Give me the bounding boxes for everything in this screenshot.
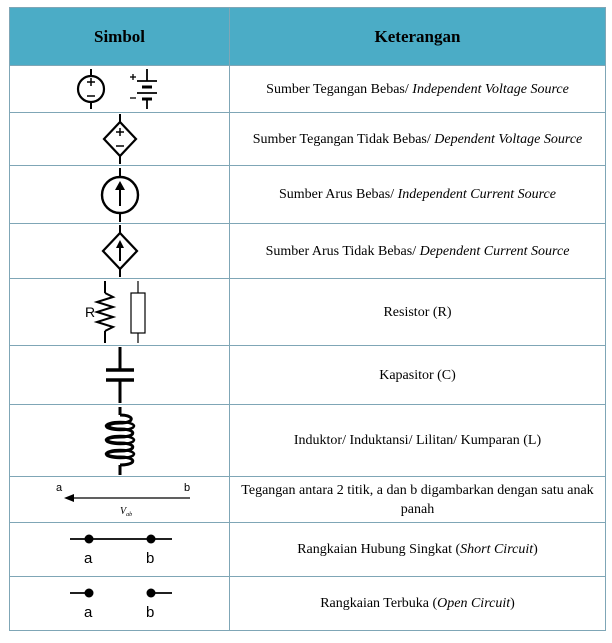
table-row <box>10 113 606 166</box>
voltage-label: V <box>119 505 126 517</box>
description-cell <box>230 405 606 477</box>
point-b-label: b <box>145 603 154 621</box>
open-circuit-icon <box>60 581 180 627</box>
table-row <box>10 577 606 631</box>
symbol-cell <box>10 477 230 523</box>
dependent-voltage-source-icon <box>100 114 140 164</box>
description-cell <box>230 577 606 631</box>
desc-end: ) <box>510 596 515 611</box>
desc-text: Tegangan antara 2 titik, a dan b digambarkan dengan satu anak panah <box>241 482 594 517</box>
desc-text: Sumber Tegangan Bebas/ <box>266 81 413 97</box>
svg-text:Vab <box>120 506 132 518</box>
resistor-icon <box>75 281 165 343</box>
voltage-arrow-icon <box>20 479 220 521</box>
desc-text: Induktor/ Induktansi/ Lilitan/ Kumparan (L) <box>293 433 542 448</box>
symbol-table <box>9 7 606 631</box>
symbol-cell <box>10 224 230 279</box>
description-cell <box>230 523 606 577</box>
independent-voltage-source-icon <box>65 67 175 111</box>
desc-english: Dependent Voltage Source <box>434 131 583 147</box>
resistor-label: R <box>84 304 95 320</box>
table-header-row <box>10 8 606 66</box>
symbol-cell <box>10 523 230 577</box>
description-cell <box>230 477 606 523</box>
table-row <box>10 523 606 577</box>
symbol-cell <box>10 66 230 113</box>
header-keterangan: Keterangan <box>230 8 606 66</box>
table-row <box>10 166 606 224</box>
voltage-subscript: ab <box>125 511 132 518</box>
desc-english: Independent Current Source <box>397 187 556 202</box>
capacitor-icon <box>100 347 140 403</box>
point-a-label: a <box>83 549 92 567</box>
table-row <box>10 224 606 279</box>
desc-english: Independent Voltage Source <box>412 81 569 97</box>
table-row <box>10 346 606 405</box>
desc-text: Sumber Arus Tidak Bebas/ <box>265 243 420 259</box>
description-cell <box>230 66 606 113</box>
short-circuit-icon <box>60 527 180 573</box>
table-row <box>10 66 606 113</box>
independent-current-source-icon <box>98 168 142 222</box>
desc-english: Dependent Current Source <box>419 243 570 259</box>
point-a-label: a <box>83 603 92 621</box>
symbol-cell <box>10 405 230 477</box>
symbol-cell <box>10 113 230 166</box>
dependent-current-source-icon <box>100 225 140 277</box>
description-cell <box>230 279 606 346</box>
desc-english: Open Circuit <box>437 596 511 611</box>
point-b-label: b <box>183 481 190 494</box>
symbol-cell <box>10 346 230 405</box>
point-b-label: b <box>145 549 154 567</box>
table-row <box>10 477 606 523</box>
desc-end: ) <box>533 542 538 557</box>
symbol-cell <box>10 279 230 346</box>
description-cell <box>230 113 606 166</box>
point-a-label: a <box>55 481 62 494</box>
description-cell <box>230 346 606 405</box>
desc-english: Short Circuit <box>460 542 534 557</box>
table-row <box>10 405 606 477</box>
desc-text: Resistor (R) <box>383 304 452 320</box>
description-cell <box>230 224 606 279</box>
desc-text: Sumber Tegangan Tidak Bebas/ <box>252 131 435 147</box>
desc-text: Kapasitor (C) <box>379 367 456 383</box>
desc-text: Sumber Arus Bebas/ <box>279 187 398 202</box>
header-simbol: Simbol <box>10 8 230 66</box>
desc-text: Rangkaian Hubung Singkat ( <box>297 542 461 557</box>
description-cell <box>230 166 606 224</box>
table-row <box>10 279 606 346</box>
inductor-icon <box>95 407 145 475</box>
symbol-cell <box>10 577 230 631</box>
symbol-cell <box>10 166 230 224</box>
desc-text: Rangkaian Terbuka ( <box>320 596 438 611</box>
